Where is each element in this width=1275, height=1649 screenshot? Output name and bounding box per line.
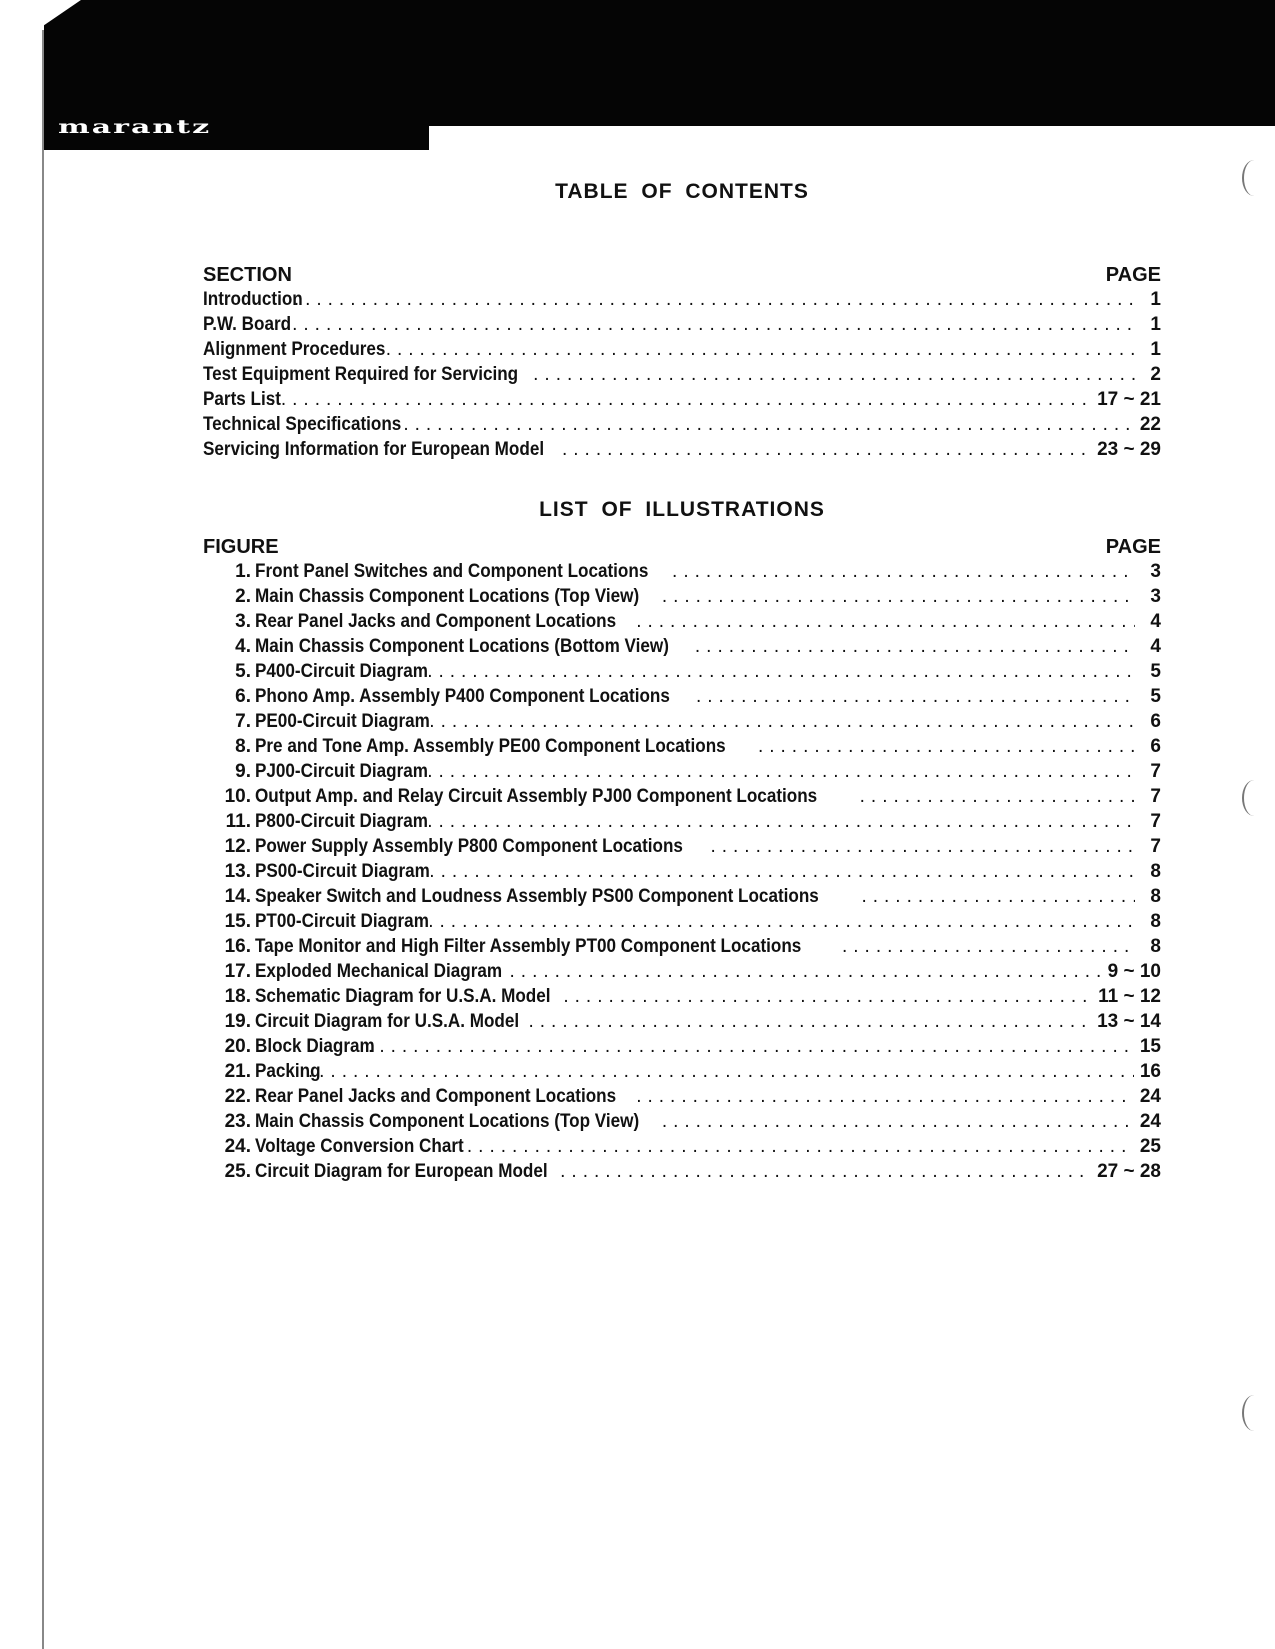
entry-label: Rear Panel Jacks and Component Locations <box>255 1086 617 1107</box>
figure-entry <box>203 1161 1161 1186</box>
dot-leader <box>510 961 1102 983</box>
toc-column-header <box>203 264 1161 289</box>
figure-entry <box>203 711 1161 736</box>
toc-entry <box>203 364 1161 389</box>
dot-leader <box>533 364 1135 386</box>
entry-label: Circuit Diagram for U.S.A. Model <box>255 1011 520 1032</box>
figure-entry <box>203 586 1161 611</box>
figure-entry <box>203 636 1161 661</box>
toc-title: TABLE OF CONTENTS <box>555 180 809 203</box>
figure-number: 25. <box>224 1161 251 1182</box>
dot-leader <box>563 986 1092 1008</box>
dot-leader <box>429 711 1135 733</box>
entry-page: 24 <box>1139 1111 1161 1132</box>
entry-page: 1 <box>1150 314 1161 335</box>
figure-number: 11. <box>225 811 251 832</box>
dot-leader <box>758 736 1135 758</box>
entry-page: 23 ~ 29 <box>1097 439 1161 460</box>
dot-leader <box>672 561 1135 583</box>
entry-label: Main Chassis Component Locations (Top View) <box>255 586 640 607</box>
entry-page: 3 <box>1150 561 1161 582</box>
figure-number: 4. <box>235 636 251 657</box>
entry-label: Main Chassis Component Locations (Top View) <box>255 1111 640 1132</box>
entry-page: 24 <box>1139 1086 1161 1107</box>
figure-entry <box>203 786 1161 811</box>
entry-page: 5 <box>1150 686 1161 707</box>
entry-page: 27 ~ 28 <box>1097 1161 1161 1182</box>
figure-number: 8. <box>235 736 251 757</box>
figure-number: 1. <box>235 561 251 582</box>
figure-entry <box>203 936 1161 961</box>
dot-leader <box>662 1111 1134 1133</box>
entry-label: Speaker Switch and Loudness Assembly PS00 Component Locations <box>255 886 819 907</box>
figure-entry <box>203 1011 1161 1036</box>
figure-entry <box>203 1136 1161 1161</box>
entry-page: 6 <box>1150 736 1161 757</box>
figure-number: 17. <box>224 961 251 982</box>
figure-entry <box>203 1061 1161 1086</box>
entry-page: 7 <box>1150 761 1161 782</box>
dot-leader <box>403 414 1134 436</box>
figure-number: 5. <box>235 661 251 682</box>
entry-page: 5 <box>1150 661 1161 682</box>
entry-page: 8 <box>1150 936 1161 957</box>
page-column-label: PAGE <box>1105 264 1161 286</box>
entry-label: Power Supply Assembly P800 Component Locations <box>255 836 683 857</box>
entry-page: 8 <box>1150 886 1161 907</box>
entry-page: 16 <box>1139 1061 1161 1082</box>
illustrations-column-header <box>203 536 1161 561</box>
entry-page: 11 ~ 12 <box>1098 986 1161 1007</box>
entry-label: Pre and Tone Amp. Assembly PE00 Component Locations <box>255 736 726 757</box>
document-body <box>203 180 1161 1186</box>
figure-number: 20. <box>224 1036 251 1057</box>
entry-page: 7 <box>1150 811 1161 832</box>
dot-leader <box>562 439 1091 461</box>
dot-leader <box>861 886 1135 908</box>
dot-leader <box>636 1086 1134 1108</box>
figure-number: 16. <box>224 936 251 957</box>
dot-leader <box>427 661 1135 683</box>
entry-page: 6 <box>1150 711 1161 732</box>
toc-entry <box>203 439 1161 464</box>
binder-hole-icon <box>1242 1395 1266 1431</box>
entry-page: 8 <box>1150 911 1161 932</box>
entry-page: 17 ~ 21 <box>1097 389 1161 410</box>
entry-label: Technical Specifications <box>203 414 402 435</box>
figure-number: 24. <box>224 1136 251 1157</box>
page-column-label: PAGE <box>1105 536 1161 558</box>
figure-entry <box>203 986 1161 1011</box>
dot-leader <box>427 761 1135 783</box>
figure-number: 13. <box>224 861 251 882</box>
figure-entry <box>203 811 1161 836</box>
entry-label: Schematic Diagram for U.S.A. Model <box>255 986 551 1007</box>
entry-page: 22 <box>1139 414 1161 435</box>
dot-leader <box>294 289 1135 311</box>
figure-entry <box>203 861 1161 886</box>
figure-number: 3. <box>235 611 251 632</box>
dot-leader <box>695 636 1135 658</box>
figure-entry <box>203 686 1161 711</box>
dot-leader <box>842 936 1135 958</box>
entry-page: 4 <box>1150 611 1161 632</box>
binder-hole-icon <box>1242 160 1266 196</box>
figure-number: 9. <box>235 761 251 782</box>
figure-column-label: FIGURE <box>203 536 279 558</box>
entry-page: 8 <box>1150 861 1161 882</box>
figure-entry <box>203 761 1161 786</box>
figure-number: 6. <box>235 686 251 707</box>
entry-label: Alignment Procedures <box>203 339 386 360</box>
figure-entry <box>203 836 1161 861</box>
toc-entry <box>203 339 1161 364</box>
figure-entry <box>203 1086 1161 1111</box>
toc-entry <box>203 389 1161 414</box>
figure-number: 22. <box>224 1086 251 1107</box>
entry-label: Voltage Conversion Chart <box>255 1136 464 1157</box>
entry-label: Rear Panel Jacks and Component Locations <box>255 611 617 632</box>
dot-leader <box>696 686 1135 708</box>
entry-label: Front Panel Switches and Component Locations <box>255 561 649 582</box>
binder-hole-icon <box>1242 780 1266 816</box>
illustrations-title: LIST OF ILLUSTRATIONS <box>539 498 825 521</box>
entry-label: Tape Monitor and High Filter Assembly PT00 Component Locations <box>255 936 802 957</box>
dot-leader <box>560 1161 1091 1183</box>
entry-label: Phono Amp. Assembly P400 Component Locations <box>255 686 670 707</box>
dot-leader <box>428 911 1135 933</box>
figure-number: 23. <box>224 1111 251 1132</box>
entry-label: PS00-Circuit Diagram <box>255 861 430 882</box>
entry-label: Exploded Mechanical Diagram <box>255 961 503 982</box>
dot-leader <box>860 786 1135 808</box>
figure-entry <box>203 611 1161 636</box>
figure-number: 12. <box>224 836 251 857</box>
entry-label: P400-Circuit Diagram <box>255 661 428 682</box>
entry-page: 25 <box>1139 1136 1161 1157</box>
toc-entry <box>203 314 1161 339</box>
entry-page: 15 <box>1139 1036 1161 1057</box>
figure-number: 14. <box>224 886 251 907</box>
dot-leader <box>710 836 1135 858</box>
entry-page: 7 <box>1150 786 1161 807</box>
toc-entry <box>203 289 1161 314</box>
dot-leader <box>528 1011 1091 1033</box>
figure-entry <box>203 1111 1161 1136</box>
entry-label: PJ00-Circuit Diagram <box>255 761 428 782</box>
figure-number: 10. <box>224 786 251 807</box>
figure-entry <box>203 736 1161 761</box>
brand-logo: marantz <box>58 116 212 138</box>
entry-page: 1 <box>1150 339 1161 360</box>
figure-number: 18. <box>224 986 251 1007</box>
entry-label: Servicing Information for European Model <box>203 439 545 460</box>
page-edge <box>42 30 44 1649</box>
figure-number: 7. <box>235 711 251 732</box>
entry-label: Circuit Diagram for European Model <box>255 1161 548 1182</box>
entry-label: Test Equipment Required for Servicing <box>203 364 519 385</box>
figure-entry <box>203 661 1161 686</box>
dot-leader <box>427 811 1135 833</box>
figure-entry <box>203 1036 1161 1061</box>
entry-label: Introduction <box>203 289 303 310</box>
dot-leader <box>281 314 1135 336</box>
entry-page: 4 <box>1150 636 1161 657</box>
dot-leader <box>467 1136 1134 1158</box>
figure-number: 21. <box>224 1061 251 1082</box>
dot-leader <box>636 611 1135 633</box>
entry-label: Main Chassis Component Locations (Bottom View) <box>255 636 669 657</box>
figure-number: 19. <box>224 1011 251 1032</box>
dot-leader <box>386 339 1135 361</box>
entry-page: 9 ~ 10 <box>1107 961 1161 982</box>
entry-label: Output Amp. and Relay Circuit Assembly PJ00 Component Locations <box>255 786 818 807</box>
entry-page: 13 ~ 14 <box>1097 1011 1161 1032</box>
dot-leader <box>308 1061 1134 1083</box>
figure-entry <box>203 561 1161 586</box>
entry-label: PT00-Circuit Diagram <box>255 911 429 932</box>
entry-page: 3 <box>1150 586 1161 607</box>
entry-page: 2 <box>1150 364 1161 385</box>
entry-label: P.W. Board <box>203 314 292 335</box>
dot-leader <box>662 586 1135 608</box>
header-band <box>44 0 1275 126</box>
dot-leader <box>429 861 1135 883</box>
figure-entry <box>203 886 1161 911</box>
entry-label: P800-Circuit Diagram <box>255 811 428 832</box>
section-column-label: SECTION <box>203 264 292 286</box>
entry-page: 1 <box>1150 289 1161 310</box>
figure-entry <box>203 961 1161 986</box>
dot-leader <box>368 1036 1134 1058</box>
toc-list <box>203 289 1161 464</box>
entry-page: 7 <box>1150 836 1161 857</box>
dot-leader <box>270 389 1091 411</box>
entry-label: Packing <box>255 1061 321 1082</box>
illustrations-list <box>203 561 1161 1186</box>
figure-entry <box>203 911 1161 936</box>
figure-number: 2. <box>235 586 251 607</box>
entry-label: PE00-Circuit Diagram <box>255 711 430 732</box>
entry-label: Parts List <box>203 389 281 410</box>
entry-label: Block Diagram <box>255 1036 375 1057</box>
figure-number: 15. <box>224 911 251 932</box>
toc-entry <box>203 414 1161 439</box>
